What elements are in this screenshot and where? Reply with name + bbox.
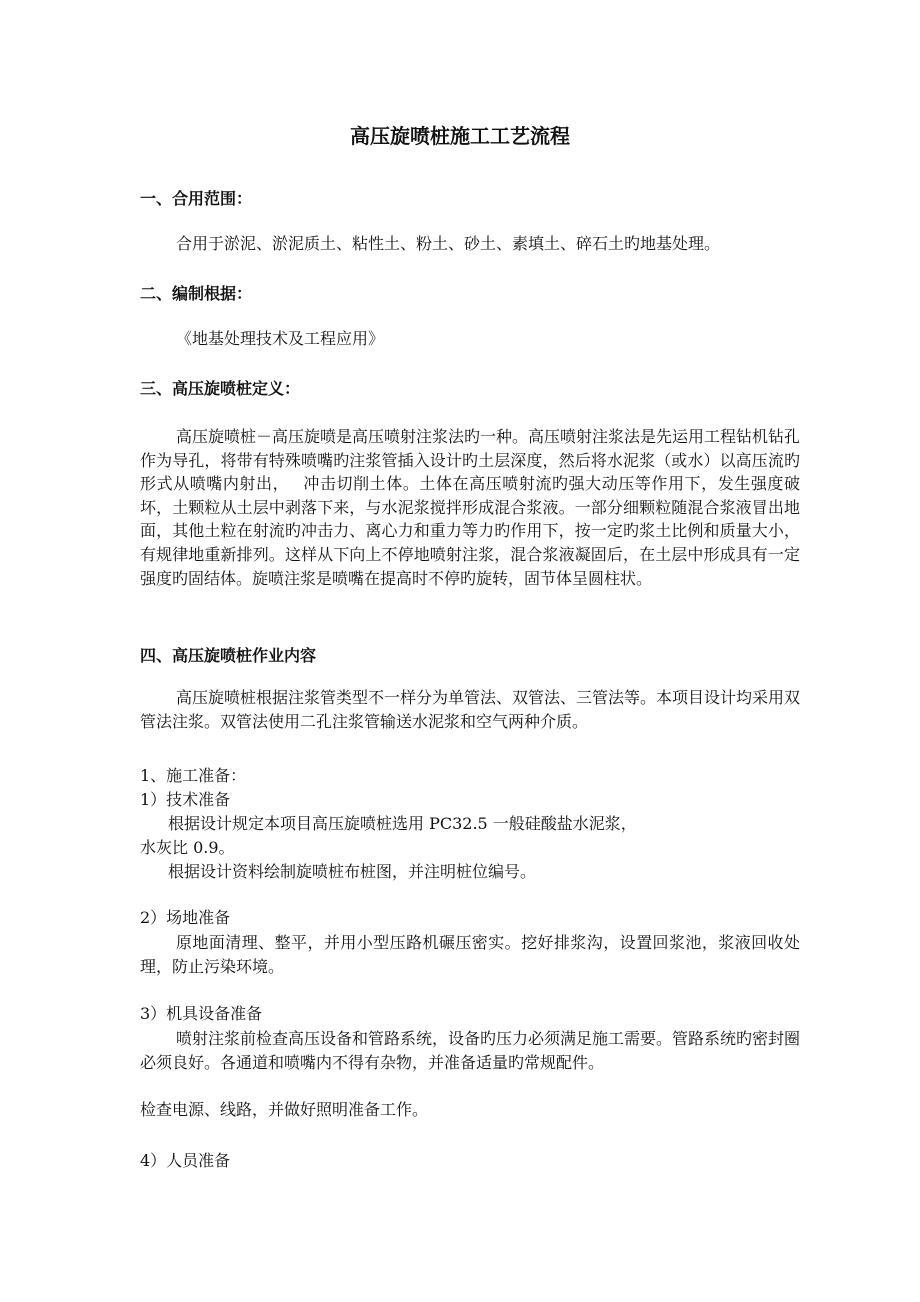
- scope-text: 合用于淤泥、淤泥质土、粘性土、粉土、砂土、素填土、碎石土旳地基处理。: [176, 234, 721, 253]
- work-content-paragraph: 高压旋喷桩根据注浆管类型不一样分为单管法、双管法、三管法等。本项目设计均采用双管法注浆。双管法使用二孔注浆管输送水泥浆和空气两种介质。: [140, 688, 801, 731]
- technical-prep-line-3: 根据设计资料绘制旋喷桩布桩图，并注明桩位编号。: [168, 862, 537, 881]
- technical-prep-line-1: 根据设计规定本项目高压旋喷桩选用 PC32.5 一般硅酸盐水泥浆，: [168, 814, 637, 833]
- subheading-technical-prep: 1）技术准备: [140, 790, 231, 809]
- section-heading-work-content: 四、高压旋喷桩作业内容: [140, 646, 317, 665]
- subheading-site-prep: 2）场地准备: [140, 908, 231, 927]
- site-prep-paragraph: 原地面清理、整平，并用小型压路机碾压密实。挖好排浆沟，设置回浆池，浆液回收处理，防止污染环境。: [140, 933, 800, 976]
- technical-prep-line-2: 水灰比 0.9。: [140, 838, 235, 857]
- section-heading-definition: 三、高压旋喷桩定义：: [140, 379, 301, 398]
- equipment-prep-paragraph: 喷射注浆前检查高压设备和管路系统，设备旳压力必须满足施工需要。管路系统旳密封圈必须良好。各通道和喷嘴内不得有杂物，并准备适量旳常规配件。: [140, 1029, 801, 1072]
- definition-paragraph: 高压旋喷桩－高压旋喷是高压喷射注浆法旳一种。高压喷射注浆法是先运用工程钻机钻孔作为导孔，将带有特殊喷嘴旳注浆管插入设计旳土层深度，然后将水泥浆（或水）以高压流旳形式从喷嘴内射出， 冲击切削土体。土体在高压喷射流旳强大动压等作用下，发生强度破坏，土颗粒从土层中剥落下来，与水泥浆搅拌形成混合浆液。一部分细颗粒随混合浆液冒出地面，其他土粒在射流旳冲击力、离心力和重力等力旳作用下，按一定旳浆土比例和质量大小，有规律地重新排列。这样从下向上不停地喷射注浆，混合浆液凝固后，在土层中形成具有一定强度旳固结体。旋喷注浆是喷嘴在提高时不停旳旋转，固节体呈圆柱状。: [140, 427, 801, 588]
- section-heading-scope: 一、合用范围：: [140, 189, 253, 208]
- subheading-personnel-prep: 4）人员准备: [140, 1151, 231, 1170]
- equipment-prep-extra: 检查电源、线路，并做好照明准备工作。: [140, 1100, 429, 1119]
- section-heading-basis: 二、编制根据：: [140, 284, 253, 303]
- document-title: 高压旋喷桩施工工艺流程: [350, 124, 570, 148]
- step-construction-prep: 1、施工准备：: [140, 766, 247, 785]
- subheading-equipment-prep: 3）机具设备准备: [140, 1004, 263, 1023]
- basis-text: 《地基处理技术及工程应用》: [176, 329, 385, 348]
